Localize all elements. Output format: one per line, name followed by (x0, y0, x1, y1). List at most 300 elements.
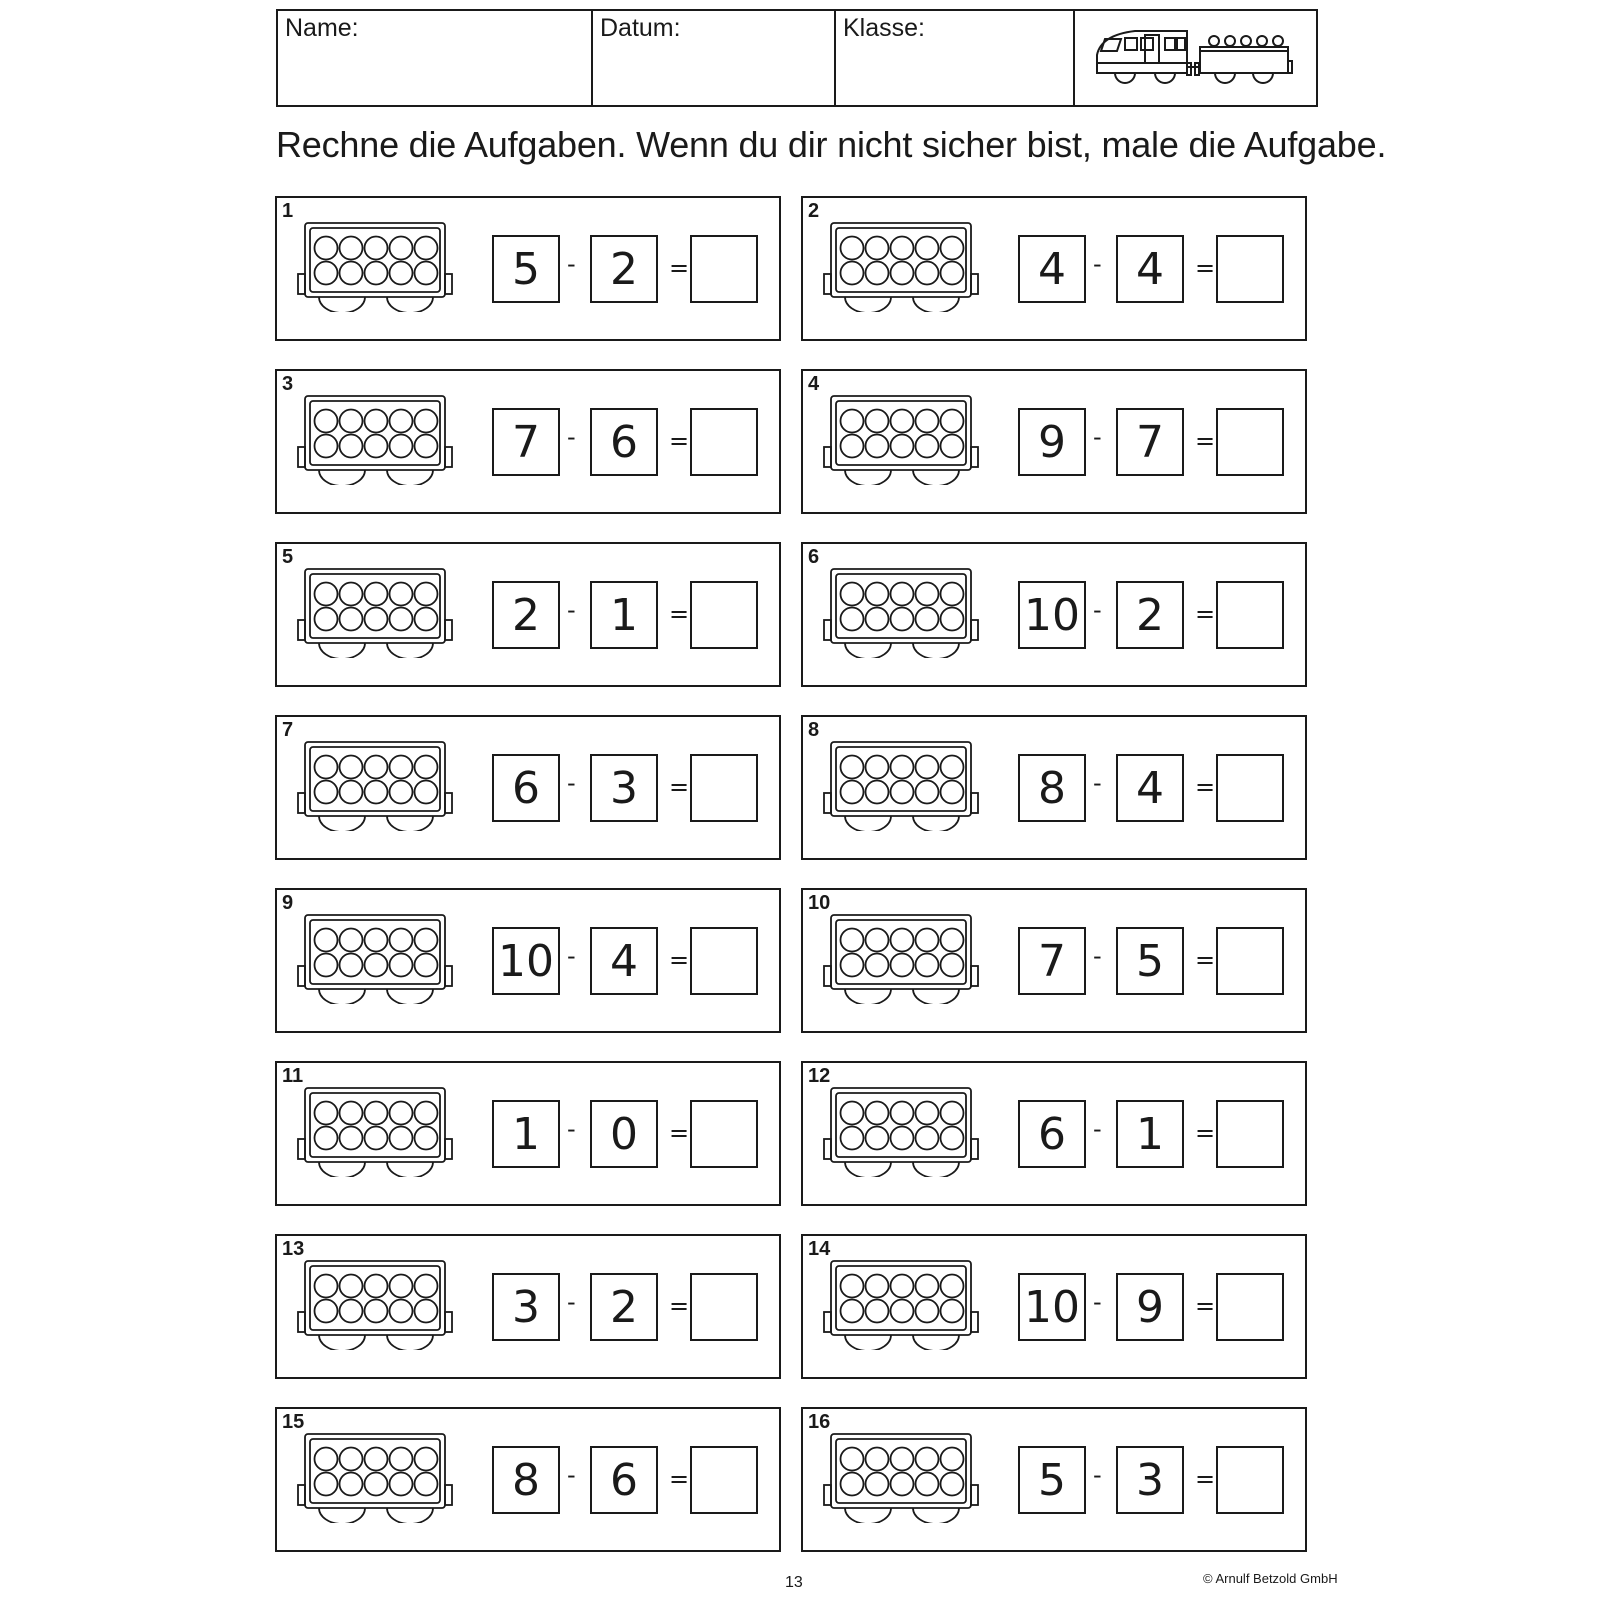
copyright: © Arnulf Betzold GmbH (1203, 1571, 1338, 1586)
instruction-text: Rechne die Aufgaben. Wenn du dir nicht sicher bist, male die Aufgabe. (276, 124, 1387, 165)
ten-frame-wagon-icon (295, 741, 455, 836)
frame-circle[interactable] (340, 954, 363, 977)
task-card-5 (275, 542, 781, 687)
frame-circle[interactable] (340, 608, 363, 631)
frame-circle[interactable] (841, 583, 864, 606)
frame-circle[interactable] (841, 1300, 864, 1323)
minuend-box: 3 (492, 1273, 560, 1341)
ten-frame-wagon-icon (295, 222, 455, 317)
frame-circle[interactable] (415, 410, 438, 433)
frame-circle[interactable] (841, 1127, 864, 1150)
task-card-13 (275, 1234, 781, 1379)
frame-circle[interactable] (415, 954, 438, 977)
frame-circle[interactable] (841, 262, 864, 285)
answer-box[interactable] (1216, 408, 1284, 476)
answer-box[interactable] (690, 754, 758, 822)
frame-circle[interactable] (390, 435, 413, 458)
date-field[interactable] (593, 11, 836, 105)
equals-sign: = (669, 254, 690, 282)
minus-sign: - (1093, 1461, 1102, 1489)
minus-sign: - (567, 1461, 576, 1489)
ten-frame-wagon-icon (295, 1433, 455, 1528)
minuend-box: 6 (492, 754, 560, 822)
answer-box[interactable] (1216, 1446, 1284, 1514)
frame-circle[interactable] (415, 1300, 438, 1323)
task-card-6 (801, 542, 1307, 687)
frame-circle[interactable] (390, 1300, 413, 1323)
minuend-box: 8 (492, 1446, 560, 1514)
frame-circle[interactable] (315, 237, 338, 260)
answer-box[interactable] (690, 1446, 758, 1514)
frame-circle[interactable] (315, 410, 338, 433)
frame-circle[interactable] (941, 583, 964, 606)
frame-circle[interactable] (365, 781, 388, 804)
frame-circle[interactable] (866, 435, 889, 458)
frame-circle[interactable] (365, 1300, 388, 1323)
task-card-12 (801, 1061, 1307, 1206)
minuend-box: 4 (1018, 235, 1086, 303)
task-number: 3 (282, 373, 294, 395)
frame-circle[interactable] (390, 1473, 413, 1496)
frame-circle[interactable] (841, 756, 864, 779)
answer-box[interactable] (1216, 1273, 1284, 1341)
task-card-9 (275, 888, 781, 1033)
frame-circle[interactable] (315, 1448, 338, 1471)
frame-circle[interactable] (340, 781, 363, 804)
frame-circle[interactable] (866, 954, 889, 977)
frame-circle[interactable] (365, 1275, 388, 1298)
subtrahend-box: 4 (1116, 754, 1184, 822)
task-number: 10 (808, 892, 831, 914)
task-card-7 (275, 715, 781, 860)
frame-circle[interactable] (340, 262, 363, 285)
frame-circle[interactable] (390, 237, 413, 260)
frame-circle[interactable] (891, 929, 914, 952)
frame-circle[interactable] (891, 954, 914, 977)
task-number: 11 (282, 1065, 304, 1087)
page-number: 13 (785, 1574, 803, 1591)
frame-circle[interactable] (941, 929, 964, 952)
task-card-11 (275, 1061, 781, 1206)
answer-box[interactable] (690, 1273, 758, 1341)
subtrahend-box: 0 (590, 1100, 658, 1168)
frame-circle[interactable] (315, 1275, 338, 1298)
frame-circle[interactable] (365, 583, 388, 606)
ten-frame-wagon-icon (821, 568, 981, 663)
minus-sign: - (567, 942, 576, 970)
frame-circle[interactable] (365, 608, 388, 631)
task-card-15 (275, 1407, 781, 1552)
task-number: 13 (282, 1238, 305, 1260)
task-number: 2 (808, 200, 820, 222)
answer-box[interactable] (690, 1100, 758, 1168)
frame-circle[interactable] (365, 410, 388, 433)
task-number: 1 (282, 200, 294, 222)
equals-sign: = (1195, 600, 1216, 628)
ten-frame-wagon-icon (821, 914, 981, 1009)
frame-circle[interactable] (916, 608, 939, 631)
frame-circle[interactable] (866, 929, 889, 952)
frame-circle[interactable] (891, 1127, 914, 1150)
frame-circle[interactable] (941, 1127, 964, 1150)
task-card-14 (801, 1234, 1307, 1379)
frame-circle[interactable] (415, 1473, 438, 1496)
task-number: 16 (808, 1411, 831, 1433)
answer-box[interactable] (690, 408, 758, 476)
frame-circle[interactable] (390, 583, 413, 606)
subtrahend-box: 9 (1116, 1273, 1184, 1341)
frame-circle[interactable] (365, 262, 388, 285)
frame-circle[interactable] (916, 583, 939, 606)
frame-circle[interactable] (315, 435, 338, 458)
minuend-box: 5 (492, 235, 560, 303)
frame-circle[interactable] (315, 954, 338, 977)
frame-circle[interactable] (390, 954, 413, 977)
frame-circle[interactable] (866, 1127, 889, 1150)
frame-circle[interactable] (415, 1127, 438, 1150)
equals-sign: = (1195, 254, 1216, 282)
answer-box[interactable] (690, 927, 758, 995)
frame-circle[interactable] (315, 1473, 338, 1496)
frame-circle[interactable] (315, 262, 338, 285)
task-number: 7 (282, 719, 294, 741)
task-card-2 (801, 196, 1307, 341)
frame-circle[interactable] (916, 929, 939, 952)
minus-sign: - (567, 596, 576, 624)
subtrahend-box: 7 (1116, 408, 1184, 476)
equals-sign: = (669, 600, 690, 628)
minuend-box: 1 (492, 1100, 560, 1168)
frame-circle[interactable] (916, 1102, 939, 1125)
subtrahend-box: 3 (1116, 1446, 1184, 1514)
answer-box[interactable] (1216, 581, 1284, 649)
frame-circle[interactable] (415, 583, 438, 606)
ten-frame-wagon-icon (295, 395, 455, 490)
frame-circle[interactable] (941, 1102, 964, 1125)
frame-circle[interactable] (941, 1300, 964, 1323)
frame-circle[interactable] (891, 410, 914, 433)
frame-circle[interactable] (365, 435, 388, 458)
frame-circle[interactable] (390, 410, 413, 433)
equals-sign: = (1195, 1465, 1216, 1493)
frame-circle[interactable] (390, 929, 413, 952)
minus-sign: - (1093, 596, 1102, 624)
frame-circle[interactable] (916, 1275, 939, 1298)
frame-circle[interactable] (841, 435, 864, 458)
task-number: 8 (808, 719, 820, 741)
frame-circle[interactable] (941, 1275, 964, 1298)
frame-circle[interactable] (916, 954, 939, 977)
frame-circle[interactable] (340, 1300, 363, 1323)
frame-circle[interactable] (390, 1127, 413, 1150)
frame-circle[interactable] (841, 1102, 864, 1125)
frame-circle[interactable] (415, 756, 438, 779)
frame-circle[interactable] (365, 1102, 388, 1125)
frame-circle[interactable] (340, 1127, 363, 1150)
frame-circle[interactable] (390, 756, 413, 779)
frame-circle[interactable] (340, 1275, 363, 1298)
frame-circle[interactable] (390, 1275, 413, 1298)
frame-circle[interactable] (315, 1127, 338, 1150)
frame-circle[interactable] (841, 410, 864, 433)
frame-circle[interactable] (365, 929, 388, 952)
task-number: 9 (282, 892, 294, 914)
frame-circle[interactable] (916, 237, 939, 260)
frame-circle[interactable] (340, 929, 363, 952)
subtrahend-box: 1 (590, 581, 658, 649)
task-card-3 (275, 369, 781, 514)
ten-frame-wagon-icon (821, 1087, 981, 1182)
ten-frame-wagon-icon (295, 1260, 455, 1355)
ten-frame-wagon-icon (821, 222, 981, 317)
answer-box[interactable] (1216, 235, 1284, 303)
equals-sign: = (669, 1465, 690, 1493)
frame-circle[interactable] (365, 237, 388, 260)
task-number: 6 (808, 546, 820, 568)
frame-circle[interactable] (315, 1102, 338, 1125)
equals-sign: = (1195, 1119, 1216, 1147)
frame-circle[interactable] (315, 756, 338, 779)
subtrahend-box: 6 (590, 1446, 658, 1514)
minuend-box: 9 (1018, 408, 1086, 476)
equals-sign: = (1195, 773, 1216, 801)
subtrahend-box: 1 (1116, 1100, 1184, 1168)
equals-sign: = (669, 427, 690, 455)
equals-sign: = (1195, 946, 1216, 974)
frame-circle[interactable] (866, 608, 889, 631)
frame-circle[interactable] (415, 1448, 438, 1471)
frame-circle[interactable] (866, 1300, 889, 1323)
frame-circle[interactable] (916, 781, 939, 804)
frame-circle[interactable] (941, 756, 964, 779)
answer-box[interactable] (1216, 1100, 1284, 1168)
minus-sign: - (567, 769, 576, 797)
frame-circle[interactable] (866, 410, 889, 433)
frame-circle[interactable] (841, 608, 864, 631)
frame-circle[interactable] (390, 262, 413, 285)
frame-circle[interactable] (916, 1473, 939, 1496)
frame-circle[interactable] (415, 781, 438, 804)
frame-circle[interactable] (891, 781, 914, 804)
minuend-box: 10 (1018, 581, 1086, 649)
frame-circle[interactable] (941, 954, 964, 977)
equals-sign: = (669, 946, 690, 974)
minus-sign: - (1093, 1115, 1102, 1143)
minuend-box: 6 (1018, 1100, 1086, 1168)
answer-box[interactable] (690, 235, 758, 303)
frame-circle[interactable] (340, 1448, 363, 1471)
ten-frame-wagon-icon (295, 568, 455, 663)
frame-circle[interactable] (415, 435, 438, 458)
frame-circle[interactable] (841, 237, 864, 260)
frame-circle[interactable] (841, 1275, 864, 1298)
frame-circle[interactable] (941, 1448, 964, 1471)
frame-circle[interactable] (891, 1300, 914, 1323)
train-icon (1075, 11, 1312, 105)
frame-circle[interactable] (916, 1448, 939, 1471)
frame-circle[interactable] (340, 1102, 363, 1125)
frame-circle[interactable] (891, 435, 914, 458)
task-card-8 (801, 715, 1307, 860)
frame-circle[interactable] (916, 1127, 939, 1150)
minus-sign: - (567, 423, 576, 451)
frame-circle[interactable] (415, 262, 438, 285)
frame-circle[interactable] (340, 435, 363, 458)
frame-circle[interactable] (916, 435, 939, 458)
frame-circle[interactable] (891, 583, 914, 606)
subtrahend-box: 2 (590, 1273, 658, 1341)
frame-circle[interactable] (891, 1473, 914, 1496)
equals-sign: = (669, 773, 690, 801)
frame-circle[interactable] (866, 583, 889, 606)
subtrahend-box: 6 (590, 408, 658, 476)
equals-sign: = (1195, 1292, 1216, 1320)
frame-circle[interactable] (866, 756, 889, 779)
frame-circle[interactable] (415, 929, 438, 952)
frame-circle[interactable] (891, 756, 914, 779)
frame-circle[interactable] (916, 410, 939, 433)
minus-sign: - (567, 1115, 576, 1143)
frame-circle[interactable] (941, 262, 964, 285)
frame-circle[interactable] (941, 781, 964, 804)
answer-box[interactable] (1216, 927, 1284, 995)
minuend-box: 8 (1018, 754, 1086, 822)
frame-circle[interactable] (891, 1102, 914, 1125)
frame-circle[interactable] (365, 1448, 388, 1471)
minuend-box: 7 (1018, 927, 1086, 995)
frame-circle[interactable] (365, 1473, 388, 1496)
frame-circle[interactable] (866, 1102, 889, 1125)
minus-sign: - (1093, 769, 1102, 797)
subtrahend-box: 4 (1116, 235, 1184, 303)
frame-circle[interactable] (866, 237, 889, 260)
minus-sign: - (1093, 1288, 1102, 1316)
frame-circle[interactable] (415, 608, 438, 631)
frame-circle[interactable] (315, 608, 338, 631)
task-card-10 (801, 888, 1307, 1033)
frame-circle[interactable] (340, 1473, 363, 1496)
frame-circle[interactable] (891, 608, 914, 631)
name-field[interactable] (278, 11, 593, 105)
ten-frame-wagon-icon (295, 1087, 455, 1182)
minus-sign: - (567, 250, 576, 278)
frame-circle[interactable] (390, 608, 413, 631)
frame-circle[interactable] (415, 1102, 438, 1125)
class-field[interactable] (836, 11, 1075, 105)
subtrahend-box: 2 (590, 235, 658, 303)
frame-circle[interactable] (415, 1275, 438, 1298)
frame-circle[interactable] (866, 1473, 889, 1496)
frame-circle[interactable] (891, 262, 914, 285)
frame-circle[interactable] (941, 435, 964, 458)
minus-sign: - (1093, 423, 1102, 451)
ten-frame-wagon-icon (821, 395, 981, 490)
frame-circle[interactable] (916, 756, 939, 779)
frame-circle[interactable] (841, 781, 864, 804)
frame-circle[interactable] (365, 756, 388, 779)
frame-circle[interactable] (841, 1448, 864, 1471)
minus-sign: - (1093, 942, 1102, 970)
answer-box[interactable] (1216, 754, 1284, 822)
minus-sign: - (567, 1288, 576, 1316)
subtrahend-box: 2 (1116, 581, 1184, 649)
answer-box[interactable] (690, 581, 758, 649)
minuend-box: 10 (1018, 1273, 1086, 1341)
task-card-4 (801, 369, 1307, 514)
frame-circle[interactable] (891, 237, 914, 260)
frame-circle[interactable] (866, 781, 889, 804)
frame-circle[interactable] (340, 583, 363, 606)
equals-sign: = (1195, 427, 1216, 455)
frame-circle[interactable] (390, 1102, 413, 1125)
frame-circle[interactable] (340, 410, 363, 433)
frame-circle[interactable] (891, 1275, 914, 1298)
equals-sign: = (669, 1119, 690, 1147)
train-illustration (1075, 11, 1316, 105)
frame-circle[interactable] (390, 781, 413, 804)
subtrahend-box: 4 (590, 927, 658, 995)
minuend-box: 5 (1018, 1446, 1086, 1514)
frame-circle[interactable] (941, 608, 964, 631)
date-label: Datum: (600, 14, 681, 42)
task-card-16 (801, 1407, 1307, 1552)
ten-frame-wagon-icon (821, 1433, 981, 1528)
frame-circle[interactable] (315, 929, 338, 952)
minuend-box: 2 (492, 581, 560, 649)
frame-circle[interactable] (891, 1448, 914, 1471)
frame-circle[interactable] (866, 1275, 889, 1298)
frame-circle[interactable] (866, 1448, 889, 1471)
frame-circle[interactable] (315, 583, 338, 606)
equals-sign: = (669, 1292, 690, 1320)
frame-circle[interactable] (365, 1127, 388, 1150)
frame-circle[interactable] (841, 954, 864, 977)
frame-circle[interactable] (365, 954, 388, 977)
frame-circle[interactable] (866, 262, 889, 285)
task-number: 5 (282, 546, 294, 568)
frame-circle[interactable] (841, 929, 864, 952)
minus-sign: - (1093, 250, 1102, 278)
frame-circle[interactable] (841, 1473, 864, 1496)
task-number: 4 (808, 373, 820, 395)
frame-circle[interactable] (315, 1300, 338, 1323)
frame-circle[interactable] (916, 1300, 939, 1323)
frame-circle[interactable] (315, 781, 338, 804)
frame-circle[interactable] (941, 237, 964, 260)
frame-circle[interactable] (941, 410, 964, 433)
task-number: 15 (282, 1411, 305, 1433)
frame-circle[interactable] (916, 262, 939, 285)
frame-circle[interactable] (415, 237, 438, 260)
class-label: Klasse: (843, 14, 925, 42)
ten-frame-wagon-icon (295, 914, 455, 1009)
subtrahend-box: 5 (1116, 927, 1184, 995)
frame-circle[interactable] (941, 1473, 964, 1496)
minuend-box: 10 (492, 927, 560, 995)
frame-circle[interactable] (340, 237, 363, 260)
name-label: Name: (285, 14, 359, 42)
task-number: 12 (808, 1065, 831, 1087)
frame-circle[interactable] (390, 1448, 413, 1471)
subtrahend-box: 3 (590, 754, 658, 822)
task-card-1 (275, 196, 781, 341)
header-table (276, 9, 1318, 107)
frame-circle[interactable] (340, 756, 363, 779)
task-number: 14 (808, 1238, 831, 1260)
minuend-box: 7 (492, 408, 560, 476)
ten-frame-wagon-icon (821, 741, 981, 836)
ten-frame-wagon-icon (821, 1260, 981, 1355)
